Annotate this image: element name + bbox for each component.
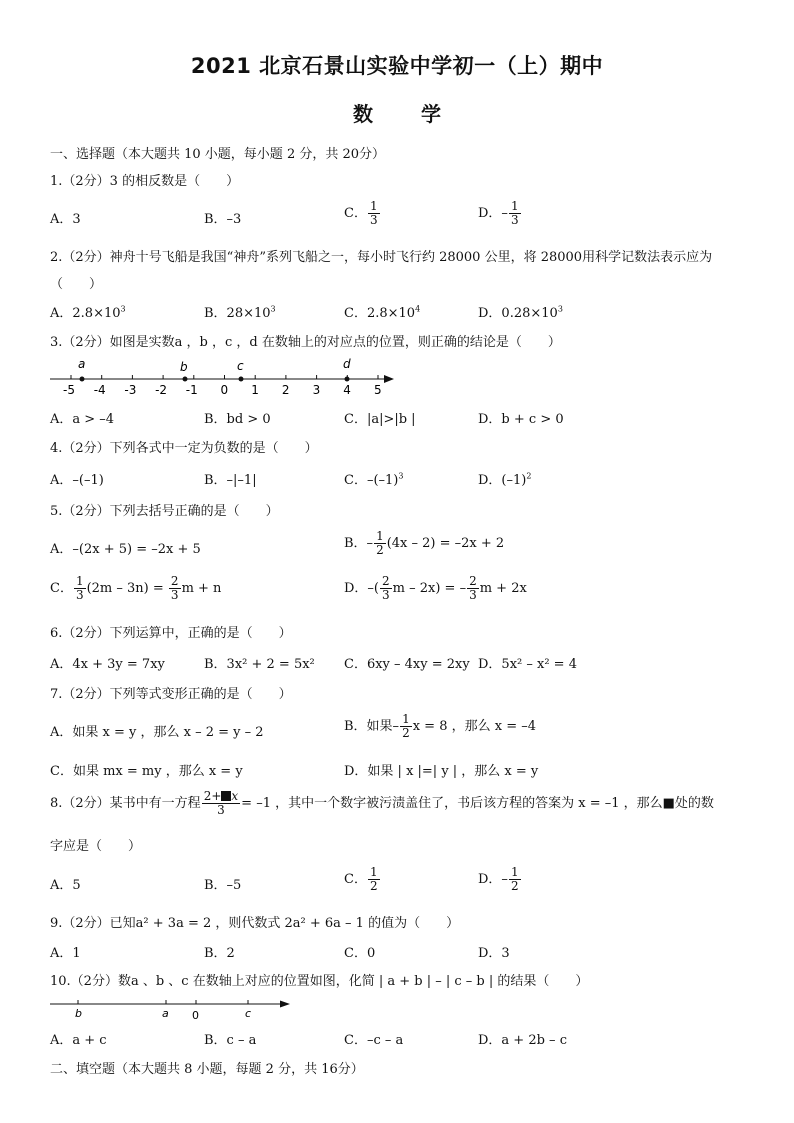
q9-option-a: A．1 [50, 946, 81, 961]
q1-option-d: D．– $\frac{1}{3}$ [478, 199, 519, 227]
q2-stem-line1: 2.（2分）神舟十号飞船是我国“神舟”系列飞船之一，每小时飞行约 28000 公里，将 28000用科学记数法表示应为 [50, 250, 713, 265]
q3-tick-label: 5 [374, 383, 382, 397]
q6-option-c: C．6xy – 4xy = 2xy [344, 657, 470, 672]
q8-stem-line2: 字应是（ ） [50, 839, 142, 854]
q5-stem: 5.（2分）下列去括号正确的是（ ） [50, 504, 279, 519]
arrow-icon [384, 375, 394, 383]
q3-stem: 3.（2分）如图是实数a ，b ，c ，d 在数轴上的对应点的位置，则正确的结论是（ ） [50, 335, 561, 350]
section-2-heading: 二、填空题（本大题共 8 小题，每题 2 分，共 16分） [50, 1062, 364, 1077]
subject-char-2: 学 [421, 102, 441, 126]
q6-option-d: D．5x² – x² = 4 [478, 657, 577, 672]
q3-tick-label: 1 [251, 383, 259, 397]
q10-label-a: a [162, 1007, 169, 1020]
q1-option-a: A．3 [50, 212, 81, 227]
q8-option-c: C． $\frac{1}{2}$ [344, 865, 378, 893]
q3-tick-label: 0 [220, 383, 229, 397]
q2-option-d: D．$0.28\times 10^3$ [478, 304, 563, 321]
q3-tick-label: -2 [155, 383, 168, 397]
q3-label-c: c [237, 359, 244, 373]
q3-option-c: C．|a|>|b | [344, 412, 416, 427]
q10-label-b: b [75, 1007, 82, 1020]
q3-label-a: a [78, 357, 86, 371]
q9-option-c: C．0 [344, 946, 376, 961]
q4-stem: 4.（2分）下列各式中一定为负数的是（ ） [50, 441, 318, 456]
q1-option-b: B．–3 [204, 212, 242, 227]
q10-option-a: A．a + c [50, 1033, 107, 1048]
q3-tick-label: 2 [281, 383, 290, 397]
q9-option-b: B．2 [204, 946, 235, 961]
ink-blot-icon [221, 791, 231, 801]
q3-option-a: A．a > –4 [50, 412, 115, 427]
subject-char-1: 数 [353, 102, 373, 126]
q10-option-b: B．c – a [204, 1033, 257, 1048]
q8-option-b: B．–5 [204, 878, 242, 893]
arrow-icon [280, 1001, 290, 1008]
q7-option-b: B．如果– $\frac{1}{2}$ x = 8 ，那么 x = –4 [344, 712, 536, 740]
q10-stem: 10.（2分）数a 、b 、c 在数轴上对应的位置如图，化简 | a + b | – | c – b | 的结果（ ） [50, 974, 589, 989]
q8-option-a: A．5 [50, 878, 81, 893]
q3-point-a [80, 377, 85, 382]
section-1-heading: 一、选择题（本大题共 10 小题，每小题 2 分，共 20分） [50, 147, 386, 162]
q6-option-b: B．3x² + 2 = 5x² [204, 657, 315, 672]
q9-stem: 9.（2分）已知a² + 3a = 2 ，则代数式 2a² + 6a – 1 的值为（ ） [50, 916, 460, 931]
q8-option-d: D．– $\frac{1}{2}$ [478, 865, 519, 893]
q3-tick-label: -3 [124, 383, 137, 397]
q8-stem-line1: 8.（2分）某书中有一方程 $\frac{2+ x}{3}$ = –1 ，其中一个数字被污渍盖住了，书后该方程的答案为 x = –1 ，那么■处的数 [50, 789, 714, 817]
q3-tick-label: 3 [312, 383, 321, 397]
page-title: 2021 北京石景山实验中学初一（上）期中 [190, 54, 604, 78]
q3-point-d [345, 377, 350, 382]
q3-label-b: b [180, 360, 188, 374]
q3-number-line [48, 354, 400, 400]
q10-option-d: D．a + 2b – c [478, 1033, 567, 1048]
q3-option-d: D．b + c > 0 [478, 412, 564, 427]
q5-option-b: B．– $\frac{1}{2}$ (4x – 2) = –2x + 2 [344, 529, 505, 557]
q3-tick-label: -5 [63, 383, 75, 397]
q10-option-c: C．–c – a [344, 1033, 404, 1048]
q7-option-d: D．如果 | x |=| y | ，那么 x = y [344, 764, 539, 779]
q6-stem: 6.（2分）下列运算中，正确的是（ ） [50, 626, 292, 641]
q3-tick-label: -1 [185, 383, 198, 397]
q4-option-a: A．–(–1) [50, 473, 104, 488]
q3-point-c [239, 377, 244, 382]
q10-number-line [48, 994, 298, 1022]
q6-option-a: A．4x + 3y = 7xy [50, 657, 165, 672]
q7-option-a: A．如果 x = y ，那么 x – 2 = y – 2 [50, 725, 264, 740]
q10-label-zero: 0 [192, 1009, 199, 1022]
q5-option-c: C． $\frac{1}{3}$ (2m – 3n) = $\frac{2}{3}$ m + n [50, 574, 222, 602]
q2-option-a: A．$2.8\times 10^3$ [50, 304, 126, 321]
q10-label-c: c [245, 1007, 252, 1020]
q4-option-c: C．$-(-1)^3$ [344, 471, 404, 488]
q5-option-a: A．–(2x + 5) = –2x + 5 [50, 542, 201, 557]
subject-title [0, 98, 794, 127]
q2-stem-line2: （ ） [50, 277, 103, 292]
q3-point-b [183, 377, 188, 382]
q9-option-d: D．3 [478, 946, 510, 961]
q4-option-b: B．–|–1| [204, 473, 257, 488]
q3-option-b: B．bd > 0 [204, 412, 271, 427]
q2-option-b: B．$28\times 10^3$ [204, 304, 276, 321]
q1-option-c: C． $\frac{1}{3}$ [344, 199, 378, 227]
q7-stem: 7.（2分）下列等式变形正确的是（ ） [50, 687, 292, 702]
q5-option-d: D．–( $\frac{2}{3}$ m – 2x) = – $\frac{2}{3}$ m + 2x [344, 574, 527, 602]
q3-tick-label: 4 [343, 383, 351, 397]
q1-stem: 1.（2分）3 的相反数是（ ） [50, 174, 240, 189]
q3-tick-label: -4 [93, 383, 106, 397]
q4-option-d: D．$(-1)^2$ [478, 471, 532, 488]
q2-option-c: C．$2.8\times 10^4$ [344, 304, 421, 321]
q3-label-d: d [343, 357, 351, 371]
q7-option-c: C．如果 mx = my ，那么 x = y [50, 764, 243, 779]
